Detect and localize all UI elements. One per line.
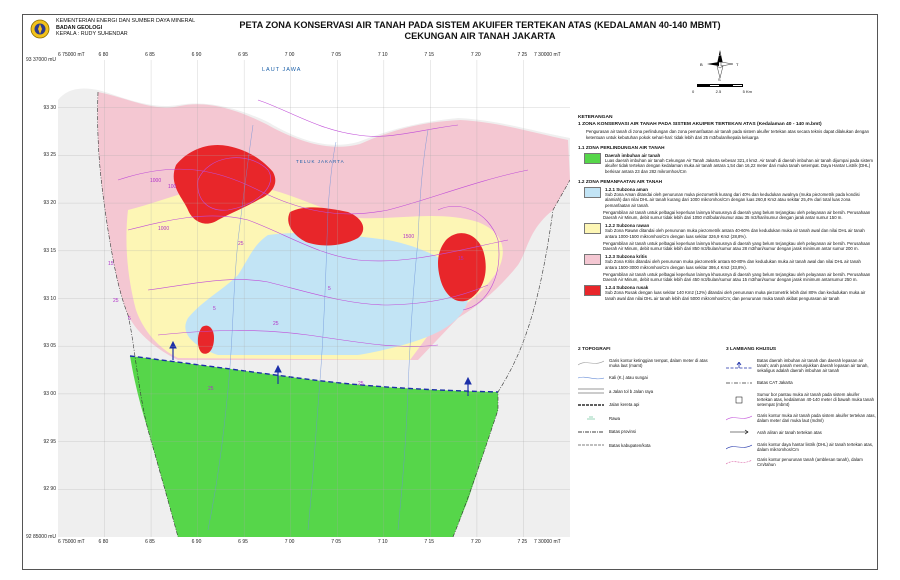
legend-critical-text2: Pengambilan air tanah untuk pelbagai keperluan lainnya khususnya di daerah yang belum terjangkau oleh pelayanan air bersih. Perusahaan Daerah Air Minum, debit sumur tidak lebih dari 450 m3/bulan/sumur atau 15 m3/hari/sumur dengan jarak minimum antarsumur 250 m. xyxy=(603,271,871,283)
scale-label-end: 5 Km xyxy=(742,89,752,94)
special-item-water-contour: Garis kontur muka air tanah pada sistem akuifer tertekan atas, dalam meter dari muka laut (mdml) xyxy=(726,413,876,423)
map-title-line1: PETA ZONA KONSERVASI AIR TANAH PADA SISTEM AKUIFER TERTEKAN ATAS (KEDALAMAN 40-140 MBMT) xyxy=(239,20,721,30)
ticks-bottom-label: 7 05 xyxy=(331,539,341,545)
scale-label-0: 0 xyxy=(692,89,695,94)
map-title xyxy=(180,20,780,42)
legend-item-critical xyxy=(578,254,874,270)
ministry-logo-icon xyxy=(30,19,50,39)
ticks-bottom-label: 7 30000 mT xyxy=(534,539,561,545)
contour-value-label: 5 xyxy=(328,286,331,292)
contour-value-label: 25 xyxy=(238,241,244,247)
swatch-pink xyxy=(584,254,601,265)
special-item-monitoring-well: Sumur bor pantau muka air tanah pada sistem akuifer tertekan atas, kedalaman 40-140 meter di bawah muka tanah setempat (mbmt) xyxy=(726,392,876,407)
ticks-top-label: 6 85 xyxy=(145,52,155,58)
topo-item-swamp: Rawa xyxy=(578,414,713,422)
swatch-yellow xyxy=(584,223,601,234)
ticks-bottom-label: 6 90 xyxy=(191,539,202,545)
compass-west: B xyxy=(700,62,703,67)
ticks-left-label: 93 20 xyxy=(43,200,56,207)
ticks-top-label: 7 30000 mT xyxy=(534,52,561,58)
legend-item-vulnerable xyxy=(578,223,874,239)
special-item-recharge-boundary: Batas daerah imbuhan air tanah dan daerah lepasan air tanah; arah panah menunjukkan daerah lepasan air tanah, sekaligus adalah daerah imbuhan air tanah xyxy=(726,358,876,373)
map-title-line2: CEKUNGAN AIR TANAH JAKARTA xyxy=(404,31,556,41)
ticks-top-label: 7 10 xyxy=(377,52,388,58)
swatch-green xyxy=(584,153,601,164)
ticks-left-label: 93 00 xyxy=(43,390,56,397)
ticks-top-label: 7 20 xyxy=(470,52,481,58)
ticks-bottom-label: 6 80 xyxy=(98,539,109,545)
bay-label: TELUK JAKARTA xyxy=(296,159,345,164)
sea-label: LAUT JAWA xyxy=(262,67,302,73)
special-item-basin-boundary: Batas CAT Jakarta xyxy=(757,380,793,385)
scale-bar xyxy=(697,84,743,87)
contour-value-label: 25 xyxy=(273,321,279,327)
topo-item-river: Kali (K.) atau sungai xyxy=(578,374,713,382)
org-head: KEPALA : RUDY SUHENDAR xyxy=(56,31,128,38)
legend-zone-use-title: 1.2 ZONA PEMANFAATAN AIR TANAH xyxy=(578,178,663,184)
contour-value-label: 25 xyxy=(113,298,119,304)
ticks-left-label: 92 85000 mU xyxy=(26,534,57,540)
legend-panel xyxy=(578,115,874,303)
ticks-top-label: 6 75000 mT xyxy=(58,52,85,58)
org-ministry: KEMENTERIAN ENERGI DAN SUMBER DAYA MINERAL xyxy=(56,18,196,24)
legend-damaged-title: 1.2.4 Subzona rusak xyxy=(605,285,649,291)
legend-critical-title: 1.2.3 Subzona kritis xyxy=(605,254,648,260)
ticks-top-label: 6 95 xyxy=(238,52,248,58)
contour-value-label: 1000 xyxy=(150,178,162,184)
ticks-top-label: 7 05 xyxy=(331,52,341,58)
north-arrow-icon xyxy=(695,48,745,82)
ticks-top-label: 7 25 xyxy=(517,52,528,58)
legend-zone-protection-title: 1.1 ZONA PERLINDUNGAN AIR TANAH xyxy=(578,144,665,150)
contour-value-label: 5 xyxy=(213,306,216,312)
legend-damaged-text: Sub Zona Rusak dengan luas sekitar 140 Km2 (12%) ditandai oleh penurunan muka piezometrik lebih dari 80% dan kedudukan muka air tanah awal dan nilai DHL air tanah lebih dari 5000 mikromhos/Cm; dan penurunan muka tanah akibat pengurasan air tanah xyxy=(605,290,866,301)
legend-critical-text: Sub Zona Kritis ditandai oleh penurunan muka piezometrik antara 60-80% dan kedudukan muka air tanah awal dan nilai DHL air tanah antara 1500-3000 mikromhos/Cm dengan luas sekitar 386,4 Km2 (33,8%). xyxy=(605,259,861,270)
legend-recharge-text: Luas daerah imbuhan air tanah Cekungan Air Tanah Jakarta sebesar 321,4 km2. Air tanah di daerah imbuhan air tanah dijumpai pada sistem akuifer tidak tertekan dengan kedalaman muka air tanah antara 1,54 dan 16,22 meter dari muka tanah setempat. Daya Hantar Listrik (DHL) berkisar antara 23 dan 282 mikromhos/Cm xyxy=(605,158,873,174)
legend-safe-text2: Pengambilan air tanah untuk pelbagai keperluan lainnya khususnya di daerah yang belum terjangkau oleh pelayanan air bersih. Perusahaan Daerah Air Minum, debit sumur tidak lebih dari 1050 m3/bulan/sumur atau 35 m3/hari/sumur dengan jarak antar sumur 150 m. xyxy=(603,209,871,221)
legend-item-recharge xyxy=(578,153,874,174)
compass-north: U xyxy=(718,52,721,57)
topo-item-province-border: Batas provinsi xyxy=(609,429,636,434)
legend-safe-text: Sub Zona Aman ditandai oleh penurunan muka piezometrik kurang dari 40% dan kedudukan awalnya (muka piezometrik pada kondisi alamiah) dan nilai DHL air tanah kurang dari 1000 mikromhos/Cm dengan luas 260,8 Km2 atau sekitar 25,4% dari total luas zona pemanfaatan air tanah. xyxy=(605,192,860,208)
special-item-subsidence-contour: Garis kontur penurunan tanah (amblesan tanah), dalam Cm/tahun xyxy=(726,457,876,467)
legend-recharge-title: Daerah imbuhan air tanah xyxy=(605,153,661,159)
topo-item-city-border: Batas kabupaten/kota xyxy=(609,442,651,448)
compass-south: S xyxy=(718,77,721,82)
legend-item-damaged xyxy=(578,285,874,301)
legend-heading: KETERANGAN xyxy=(578,115,613,120)
ticks-top-label: 6 80 xyxy=(98,52,109,58)
special-heading: 3 LAMBANG KHUSUS xyxy=(726,347,777,352)
ticks-bottom-label: 7 00 xyxy=(284,539,295,545)
contour-value-label: 25 xyxy=(208,386,214,392)
legend-vulnerable-text2: Pengambilan air tanah untuk pelbagai keperluan lainnya khususnya di daerah yang belum terjangkau oleh pelayanan air bersih. Perusahaan Daerah Air Minum, debit sumur tidak lebih dari 850 m3/bulan/sumur atau 28 m3/hari/sumur dengan jarak minimum antar sumur 200 m. xyxy=(603,240,871,252)
compass-east: T xyxy=(736,62,739,67)
swatch-red xyxy=(584,285,601,296)
org-agency: BADAN GEOLOGI xyxy=(56,24,103,31)
ticks-left-label: 93 25 xyxy=(43,152,56,159)
ticks-bottom-label: 7 15 xyxy=(424,539,435,545)
groundwater-zone-map[interactable] xyxy=(58,60,570,537)
legend-section1-text: Pengurasan air tanah di zona perlindungan dan zona pemanfaatan air tanah pada sistem akuifer tertekan atas secara teknis dapat dilakukan dengan ketentuan untuk kebutuhan pokok sehari-hari: tidak lebih dari 25 m3/bulan/kepala keluarga xyxy=(586,129,870,140)
ticks-top-label: 7 15 xyxy=(424,52,435,58)
legend-section1-title: 1 ZONA KONSERVASI AIR TANAH PADA SISTEM AKUIFER TERTEKAN ATAS (Kedalaman 40 - 140 m.bmt) xyxy=(578,122,822,128)
ticks-left-label: 93 15 xyxy=(43,247,56,254)
ticks-left-label: 93 30 xyxy=(43,104,56,111)
scale-labels xyxy=(692,89,752,94)
ticks-bottom-label: 6 85 xyxy=(145,539,155,545)
ticks-left-label: 92 95 xyxy=(43,438,56,445)
legend-item-safe xyxy=(578,187,874,208)
topo-item-railway: Jalan kereta api xyxy=(609,402,640,407)
ticks-top-label: 6 90 xyxy=(191,52,202,58)
contour-value-label: 100 xyxy=(168,184,177,190)
special-symbols-legend xyxy=(726,347,876,473)
ticks-bottom-label: 6 75000 mT xyxy=(58,539,85,545)
ticks-left-label: 93 10 xyxy=(43,295,56,302)
ticks-left-label: 92 90 xyxy=(43,486,56,493)
contour-value-label: 15 xyxy=(458,256,464,262)
contour-value-label: 5 xyxy=(128,316,131,322)
legend-vulnerable-text: Sub Zona Rawan ditandai oleh penurunan muka piezometrik antara 40-60% dan kedudukan muka air tanah awal dan nilai DHL air tanah antara 1000-1500 mikromhos/Cm dengan luas sekitar 326,9 Km2 (28,8%). xyxy=(605,228,865,239)
special-item-dhl-contour: Garis kontur daya hantar listrik (DHL) air tanah tertekan atas, dalam mikromhos/Cm xyxy=(726,442,876,452)
contour-value-label: 15 xyxy=(108,261,114,267)
ticks-bottom-label: 6 95 xyxy=(238,539,248,545)
ticks-left-label: 93 05 xyxy=(43,343,56,350)
ticks-bottom-label: 7 10 xyxy=(377,539,388,545)
ticks-left-label: 93 37000 mU xyxy=(26,57,57,63)
special-item-flow-direction: Arah aliran air tanah tertekan atas xyxy=(726,428,876,436)
legend-safe-title: 1.2.1 Subzona aman xyxy=(605,187,649,193)
legend-vulnerable-title: 1.2.2 Subzona rawan xyxy=(605,223,650,229)
organization-block xyxy=(56,18,195,38)
swatch-blue xyxy=(584,187,601,198)
topography-legend xyxy=(578,347,713,455)
contour-value-label: 25 xyxy=(358,381,364,387)
contour-value-label: 1500 xyxy=(403,234,415,240)
ticks-bottom-label: 7 25 xyxy=(517,539,528,545)
contour-value-label: 1000 xyxy=(158,226,170,232)
topo-item-contour: Garis kontur ketinggian tempat, dalam meter di atas muka laut (mamt) xyxy=(578,358,713,368)
topography-heading: 2 TOPOGRAFI xyxy=(578,347,611,352)
ticks-top-label: 7 00 xyxy=(284,52,295,58)
ticks-bottom-label: 7 20 xyxy=(470,539,481,545)
topo-item-road: a Jalan tol b Jalan raya xyxy=(578,387,713,395)
scale-label-mid: 2.5 xyxy=(715,89,722,94)
